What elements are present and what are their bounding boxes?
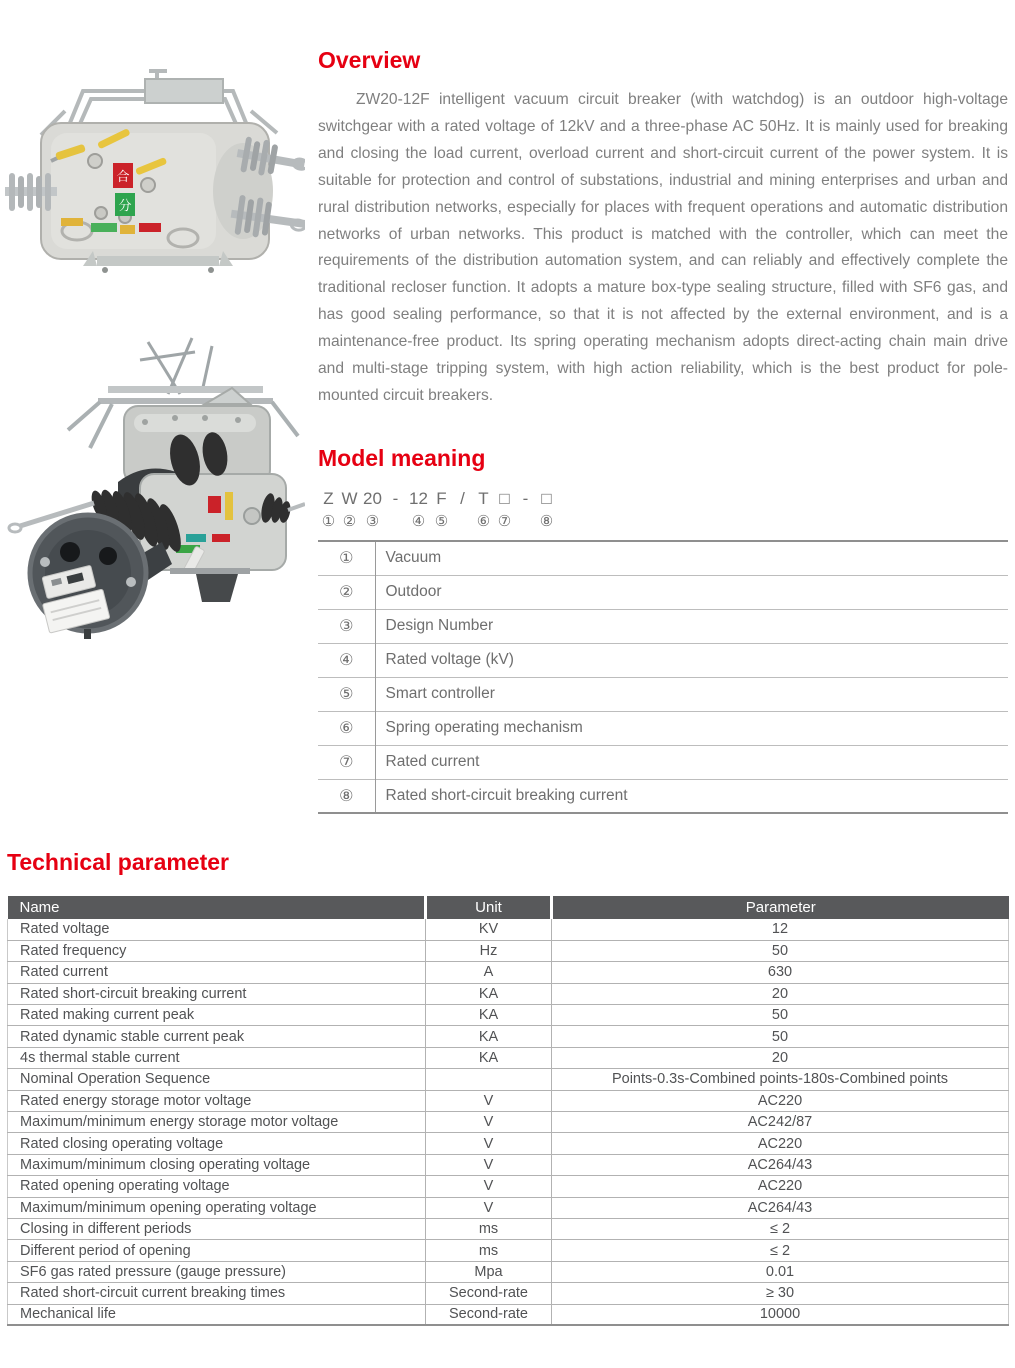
param-unit: V — [426, 1133, 552, 1154]
code-char: 12 — [409, 489, 428, 508]
param-unit: KA — [426, 1026, 552, 1047]
row-label: Vacuum — [385, 549, 442, 567]
technical-parameter-title: Technical parameter — [7, 849, 230, 875]
model-meaning-title: Model meaning — [318, 445, 486, 471]
breaker-front-illustration — [5, 45, 305, 275]
table-row — [8, 1176, 1009, 1197]
table-row — [8, 1218, 1009, 1239]
row-label: Outdoor — [385, 583, 442, 600]
model-meaning-row — [318, 609, 1008, 643]
code-char: 20 — [363, 489, 382, 508]
param-value: 10000 — [552, 1304, 1009, 1325]
param-unit: Second-rate — [426, 1283, 552, 1304]
param-name: Different period of opening — [8, 1240, 426, 1261]
table-row — [8, 962, 1009, 983]
param-name: Maximum/minimum closing operating voltage — [8, 1154, 426, 1175]
row-number: ⑤ — [318, 677, 375, 711]
param-name: Maximum/minimum opening operating voltage — [8, 1197, 426, 1218]
overview-paragraph: ZW20-12F intelligent vacuum circuit breaker (with watchdog) is an outdoor high-voltage switchgear with a rated voltage of 12kV and a three-phase AC 50Hz. It is mainly used for breaking and closing the load current, overload current and short-circuit current of the power system. It is suitable for protection and control of substations, industrial and mining enterprises and urban and rural distribution networks, especially for places with frequent operations and automatic distribution networks of urban networks. This product is matched with the controller, which can meet the requirements of the distribution automation system, and can reliably and effectively complete the traditional recloser function. It adopts a mature box-type sealing structure, filled with SF6 gas, and has good sealing performance, so that it is not affected by the external environment, and is a maintenance-free product. Its spring operating mechanism adopts direct-acting chain main drive and multi-stage tripping system, with high action reliability, which is the best product for pole-mounted circuit breakers. — [318, 91, 1008, 404]
model-code-token — [515, 489, 536, 513]
model-code-token — [385, 489, 406, 513]
table-row — [8, 1304, 1009, 1325]
overview-section — [318, 46, 1008, 410]
row-label: Smart controller — [385, 685, 495, 702]
close-label: 合 — [116, 169, 130, 184]
code-char: □ — [541, 489, 552, 508]
param-unit: KV — [426, 919, 552, 940]
param-name: Rated opening operating voltage — [8, 1176, 426, 1197]
param-unit: V — [426, 1197, 552, 1218]
param-value: 20 — [552, 1047, 1009, 1068]
param-value: Points-0.3s-Combined points-180s-Combined points — [552, 1069, 1009, 1090]
param-name: Rated making current peak — [8, 1005, 426, 1026]
param-unit: A — [426, 962, 552, 983]
code-char: - — [522, 489, 529, 508]
stand-bracket — [170, 568, 250, 602]
param-value: 630 — [552, 962, 1009, 983]
table-row — [8, 940, 1009, 961]
breaker-side-illustration — [0, 330, 305, 640]
table-row — [8, 919, 1009, 940]
table-row — [8, 983, 1009, 1004]
table-header-row — [8, 896, 1009, 919]
table-row — [8, 1069, 1009, 1090]
param-name: Mechanical life — [8, 1304, 426, 1325]
param-unit: KA — [426, 1047, 552, 1068]
model-meaning-row — [318, 575, 1008, 609]
model-code-token — [318, 489, 339, 531]
param-name: Rated dynamic stable current peak — [8, 1026, 426, 1047]
param-name: 4s thermal stable current — [8, 1047, 426, 1068]
param-unit: V — [426, 1176, 552, 1197]
param-value: 12 — [552, 919, 1009, 940]
param-name: Rated voltage — [8, 919, 426, 940]
row-number: ② — [318, 575, 375, 609]
table-row — [8, 1240, 1009, 1261]
param-unit: V — [426, 1090, 552, 1111]
row-number: ④ — [318, 643, 375, 677]
technical-parameter-section — [7, 848, 1008, 1326]
column-header-name: Name — [8, 896, 426, 919]
column-header-unit: Unit — [426, 896, 552, 919]
param-unit: KA — [426, 983, 552, 1004]
param-value: 20 — [552, 983, 1009, 1004]
param-name: Rated energy storage motor voltage — [8, 1090, 426, 1111]
param-unit: Mpa — [426, 1261, 552, 1282]
code-char: - — [392, 489, 399, 508]
param-name: SF6 gas rated pressure (gauge pressure) — [8, 1261, 426, 1282]
param-name: Nominal Operation Sequence — [8, 1069, 426, 1090]
row-label: Rated voltage (kV) — [385, 651, 514, 668]
code-char: / — [460, 489, 465, 508]
param-unit: Second-rate — [426, 1304, 552, 1325]
row-number: ③ — [318, 609, 375, 643]
model-code-token — [406, 489, 431, 531]
param-value: AC264/43 — [552, 1154, 1009, 1175]
param-unit: ms — [426, 1240, 552, 1261]
row-label: Rated short-circuit breaking current — [385, 786, 628, 804]
open-label: 分 — [118, 198, 132, 213]
code-num: ① — [321, 513, 336, 530]
table-row — [8, 1005, 1009, 1026]
model-meaning-row — [318, 711, 1008, 745]
code-num: ⑤ — [434, 513, 449, 530]
param-value: AC242/87 — [552, 1112, 1009, 1133]
param-value: 50 — [552, 1026, 1009, 1047]
model-meaning-row — [318, 779, 1008, 813]
model-meaning-row — [318, 643, 1008, 677]
param-value: ≤ 2 — [552, 1218, 1009, 1239]
param-unit: KA — [426, 1005, 552, 1026]
param-value: 50 — [552, 1005, 1009, 1026]
param-name: Rated frequency — [8, 940, 426, 961]
model-code-token — [431, 489, 452, 531]
param-name: Maximum/minimum energy storage motor voltage — [8, 1112, 426, 1133]
row-number: ⑧ — [318, 779, 375, 813]
code-char: F — [436, 489, 447, 508]
row-label: Spring operating mechanism — [385, 719, 583, 736]
table-row — [8, 1090, 1009, 1111]
param-value: ≥ 30 — [552, 1283, 1009, 1304]
param-unit — [426, 1069, 552, 1090]
table-row — [8, 1283, 1009, 1304]
code-num: ④ — [411, 513, 426, 530]
column-header-parameter: Parameter — [552, 896, 1009, 919]
table-row — [8, 1026, 1009, 1047]
model-code — [318, 489, 1008, 531]
code-char: Z — [323, 489, 334, 508]
model-meaning-table — [318, 540, 1008, 814]
param-name: Rated short-circuit breaking current — [8, 983, 426, 1004]
code-num: ③ — [365, 513, 380, 530]
product-photo-breaker-front — [5, 45, 305, 275]
param-value: 50 — [552, 940, 1009, 961]
table-row — [8, 1261, 1009, 1282]
top-plate — [145, 79, 223, 103]
param-value: ≤ 2 — [552, 1240, 1009, 1261]
model-meaning-row — [318, 541, 1008, 575]
param-value: 0.01 — [552, 1261, 1009, 1282]
param-unit: ms — [426, 1218, 552, 1239]
code-num: ② — [342, 513, 357, 530]
param-unit: V — [426, 1154, 552, 1175]
row-number: ⑦ — [318, 745, 375, 779]
model-code-token — [452, 489, 473, 513]
param-value: AC264/43 — [552, 1197, 1009, 1218]
param-value: AC220 — [552, 1133, 1009, 1154]
param-unit: Hz — [426, 940, 552, 961]
model-meaning-row — [318, 677, 1008, 711]
model-code-token — [360, 489, 385, 531]
param-name: Rated closing operating voltage — [8, 1133, 426, 1154]
param-value: AC220 — [552, 1176, 1009, 1197]
row-label: Design Number — [385, 617, 494, 634]
param-name: Rated current — [8, 962, 426, 983]
param-unit: V — [426, 1112, 552, 1133]
param-value: AC220 — [552, 1090, 1009, 1111]
right-rod — [288, 504, 305, 510]
left-rod-ring — [9, 524, 21, 532]
model-meaning-row — [318, 745, 1008, 779]
model-meaning-section — [318, 444, 1008, 814]
model-code-token — [339, 489, 360, 531]
overview-title: Overview — [318, 47, 421, 73]
param-name: Closing in different periods — [8, 1218, 426, 1239]
code-char: W — [341, 489, 358, 508]
model-code-token — [494, 489, 515, 531]
top-rods — [140, 338, 212, 394]
row-label: Rated current — [385, 753, 480, 770]
table-row — [8, 1133, 1009, 1154]
row-number: ① — [318, 541, 375, 575]
code-char: □ — [499, 489, 510, 508]
code-char: T — [478, 489, 489, 508]
code-num: ⑧ — [539, 513, 554, 530]
row-number: ⑥ — [318, 711, 375, 745]
table-row — [8, 1047, 1009, 1068]
table-row — [8, 1154, 1009, 1175]
table-row — [8, 1197, 1009, 1218]
code-num: ⑦ — [497, 513, 512, 530]
code-num: ⑥ — [476, 513, 491, 530]
model-code-token — [473, 489, 494, 531]
param-name: Rated short-circuit current breaking times — [8, 1283, 426, 1304]
table-row — [8, 1112, 1009, 1133]
model-code-token — [536, 489, 557, 531]
tank-body — [41, 123, 273, 259]
technical-parameter-table — [7, 896, 1009, 1326]
product-photo-breaker-with-controller — [0, 330, 305, 640]
